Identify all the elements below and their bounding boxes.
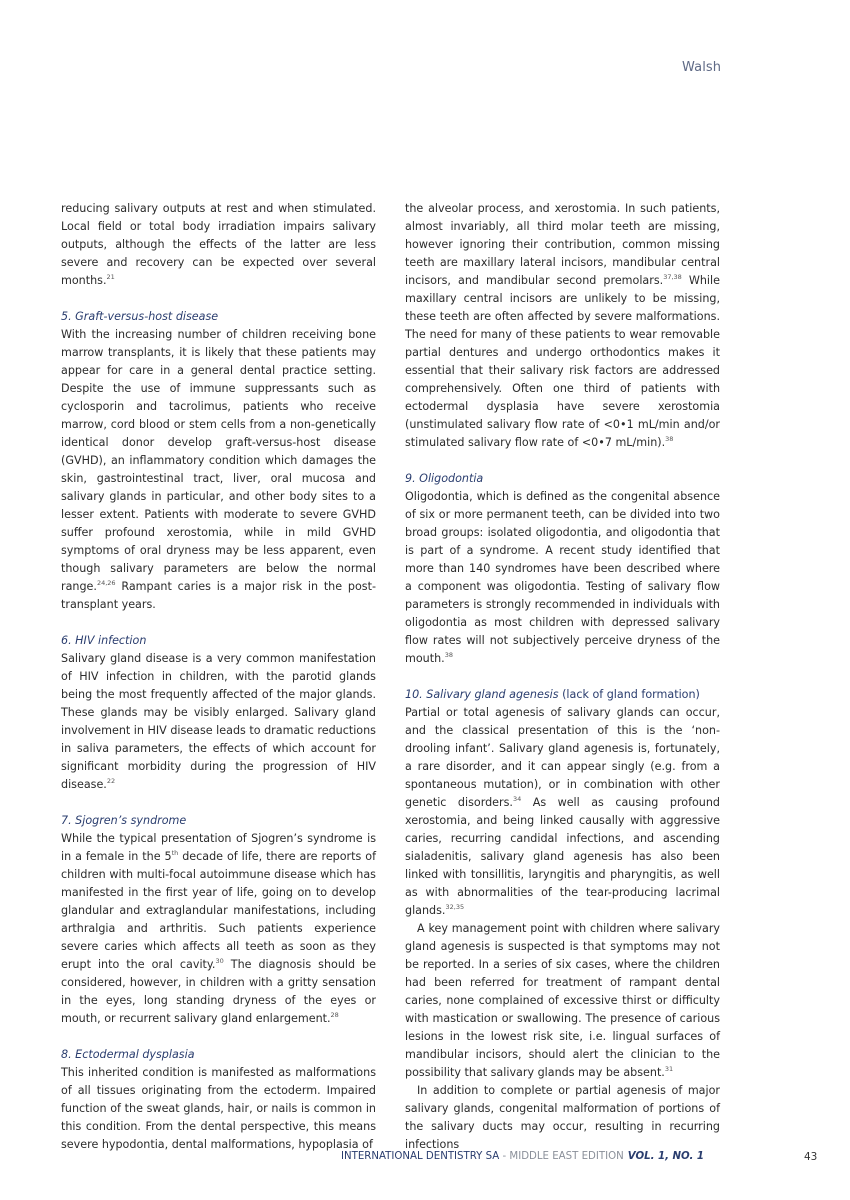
- citation: 32,35: [445, 903, 465, 911]
- paragraph-text: the alveolar process, and xerostomia. In such patients, almost invariably, all third molar teeth are missing, however ignoring their contribution, common missing teeth are maxillary lateral incisors, mandibular central incisors, and mandibular second premolars.: [405, 202, 720, 287]
- section-heading-title: 10. Salivary gland agenesis: [405, 688, 559, 701]
- journal-name: INTERNATIONAL DENTISTRY SA: [341, 1151, 500, 1162]
- citation: 22: [106, 777, 116, 785]
- paragraph: [405, 704, 720, 920]
- journal-edition: - MIDDLE EAST EDITION: [499, 1151, 624, 1162]
- citation: 31: [664, 1065, 674, 1073]
- paragraph-text: The diagnosis should be considered, however, in children with a gritty sensation in the eyes, long standing dryness of the eyes or mouth, or recurrent salivary gland enlargement.: [61, 958, 376, 1025]
- citation: 28: [330, 1011, 339, 1019]
- spacer: [61, 290, 376, 308]
- spacer: [61, 614, 376, 632]
- paragraph-text: This inherited condition is manifested as malformations of all tissues originating from the ectoderm. Impaired function of the sweat glands, hair, or nails is common in this condition. From the dental perspective, this means severe hypodontia, dental malformations, hypoplasia of: [61, 1066, 376, 1151]
- paragraph-text: In addition to complete or partial agenesis of major salivary glands, congenital malformation of portions of the salivary ducts may occur, resulting in recurring infections: [405, 1084, 720, 1151]
- paragraph-text: A key management point with children where salivary gland agenesis is suspected is that symptoms may not be reported. In a series of six cases, where the children had been referred for treatment of rampant dental caries, none complained of excessive thirst or difficulty with mastication or swallowing. The presence of carious lesions in the lowest risk site, i.e. lingual surfaces of mandibular incisors, should alert the clinician to the possibility that salivary glands may be absent.: [405, 922, 720, 1079]
- citation: 38: [665, 435, 674, 443]
- paragraph-text: Partial or total agenesis of salivary glands can occur, and the classical presentation of this is the ‘non-drooling infant’. Salivary gland agenesis is, fortunately, a rare disorder, and it can appear singly (e.g. from a spontaneous mutation), or in combination with other genetic disorders.: [405, 706, 720, 809]
- paragraph: [61, 1064, 376, 1154]
- paragraph: [61, 200, 376, 290]
- page-number: 43: [804, 1151, 818, 1163]
- spacer: [405, 452, 720, 470]
- paragraph-text: decade of life, there are reports of children with multi-focal autoimmune disease which has manifested in the first year of life, going on to develop glandular and extraglandular manifestations, including arthralgia and arthritis. Such patients experience severe caries which affects all teeth as soon as they erupt into the oral cavity.: [61, 850, 376, 971]
- paragraph-text: reducing salivary outputs at rest and when stimulated. Local field or total body irradiation impairs salivary outputs, although the effects of the latter are less severe and recovery can be expected over several months.: [61, 202, 376, 287]
- citation: 21: [106, 273, 115, 281]
- section-heading: [405, 686, 720, 704]
- paragraph: [405, 200, 720, 452]
- citation: 38: [444, 651, 453, 659]
- paragraph-text: Oligodontia, which is defined as the congenital absence of six or more permanent teeth, can be divided into two broad groups: isolated oligodontia, and oligodontia that is part of a syndrome. A recent study identified that more than 140 syndromes have been described where a component was oligodontia. Testing of salivary flow parameters is strongly recommended in individuals with oligodontia as most children with depressed salivary flow rates will not subjectively perceive dryness of the mouth.: [405, 490, 720, 665]
- paragraph-text: While the typical presentation of Sjogren’s syndrome is in a female in the 5: [61, 832, 376, 863]
- section-heading: 9. Oligodontia: [405, 472, 484, 485]
- section-heading: 8. Ectodermal dysplasia: [61, 1048, 195, 1061]
- paragraph-text: Rampant caries is a major risk in the post-transplant years.: [61, 580, 376, 611]
- paragraph: [61, 830, 376, 1028]
- paragraph: [405, 488, 720, 668]
- citation: 37,38: [663, 273, 682, 281]
- left-column: [61, 200, 376, 1154]
- spacer: [405, 668, 720, 686]
- paragraph-text: As well as causing profound xerostomia, and being linked causally with aggressive caries, recurring candidal infections, and ascending sialadenitis, salivary gland agenesis has also been linked with tonsillitis, laryngitis and pharyngitis, as well as with abnormalities of the tear-producing lacrimal glands.: [405, 796, 720, 917]
- citation: 34: [512, 795, 522, 803]
- citation: 24,26: [96, 579, 116, 587]
- footer: [341, 1151, 704, 1162]
- citation: 30: [215, 957, 224, 965]
- paragraph-text: While maxillary central incisors are unlikely to be missing, these teeth are often affected by severe malformations. The need for many of these patients to wear removable partial dentures and undergo orthodontics makes it essential that their salivary risk factors are addressed comprehensively. Often one third of patients with ectodermal dysplasia have severe xerostomia (unstimulated salivary flow rate of <0•1 mL/min and/or stimulated salivary flow rate of <0•7 mL/min).: [405, 274, 720, 449]
- paragraph: [61, 326, 376, 614]
- paragraph-text: With the increasing number of children receiving bone marrow transplants, it is likely that these patients may appear for care in a general dental practice setting. Despite the use of immune suppressants such as cyclosporin and tacrolimus, patients who receive marrow, cord blood or stem cells from a non-genetically identical donor develop graft-versus-host disease (GVHD), an inflammatory condition which damages the skin, gastrointestinal tract, liver, oral mucosa and salivary glands in particular, and other body sites to a lesser extent. Patients with moderate to severe GVHD suffer profound xerostomia, while in mild GVHD symptoms of oral dryness may be less apparent, even though salivary parameters are below the normal range.: [61, 328, 376, 593]
- section-heading: 7. Sjogren’s syndrome: [61, 814, 187, 827]
- paragraph: [61, 650, 376, 794]
- paragraph-text: Salivary gland disease is a very common manifestation of HIV infection in children, with the parotid glands being the most frequently affected of the major glands. These glands may be visibly enlarged. Salivary gland involvement in HIV disease leads to dramatic reductions in saliva parameters, the effects of which account for significant morbidity during the progression of HIV disease.: [61, 652, 376, 791]
- running-head-author: Walsh: [682, 60, 722, 75]
- section-heading: 5. Graft-versus-host disease: [61, 310, 219, 323]
- ordinal-suffix: th: [171, 849, 179, 857]
- section-heading-note: (lack of gland formation): [558, 688, 700, 701]
- journal-volume: VOL. 1, NO. 1: [627, 1151, 704, 1162]
- section-heading: 6. HIV infection: [61, 634, 147, 647]
- spacer: [61, 794, 376, 812]
- paragraph: [405, 1082, 720, 1154]
- paragraph: [405, 920, 720, 1082]
- right-column: [405, 200, 720, 1154]
- spacer: [61, 1028, 376, 1046]
